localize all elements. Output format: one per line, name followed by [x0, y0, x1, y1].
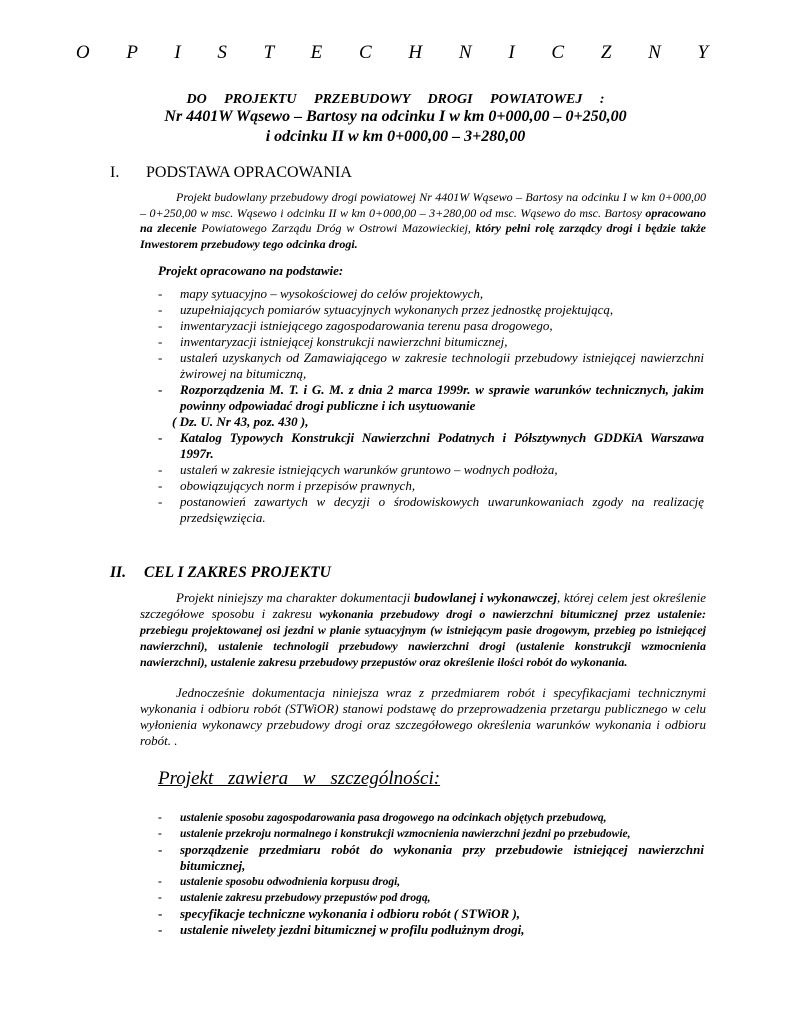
list-item: - sporządzenie przedmiaru robót do wykonania przy przebudowie istniejącej nawierzchni bitumicznej, — [158, 842, 704, 874]
section-2-heading — [110, 564, 331, 582]
list-item: - ustalenie niwelety jezdni bitumicznej w profilu podłużnym drogi, — [158, 922, 704, 938]
list-item: ( Dz. U. Nr 43, poz. 430 ), — [172, 414, 309, 429]
list-item: - ustaleń w zakresie istniejących warunków gruntowo – wodnych podłoża, — [158, 462, 704, 478]
subtitle-line-3: i odcinku II w km 0+000,00 – 3+280,00 — [265, 128, 526, 145]
document-title: O P I S T E C H N I C Z N Y — [75, 42, 716, 63]
section-2-paragraph-2: Jednocześnie dokumentacja niniejsza wraz z przedmiarem robót i specyfikacjami technicznymi wykonania i odbioru robót (STWiOR) stanowi podstawę do przeprowadzenia przetargu publicznego w celu wyłonienia wykonawcy przebudowy drogi oraz szczegółowego określenia warunków wykonania i odbioru robót. . — [140, 685, 706, 748]
section-3-heading: Projekt zawiera w szczególności: — [158, 768, 441, 789]
list-item: - ustaleń uzyskanych od Zamawiającego w zakresie technologii przebudowy istniejącej nawierzchni żwirowej na bitumiczną, — [158, 350, 704, 382]
section-1-title: PODSTAWA OPRACOWANIA — [146, 164, 352, 181]
list-item: - ustalenie zakresu przebudowy przepustów pod drogą, — [158, 890, 704, 906]
list-item: - mapy sytuacyjno – wysokościowej do celów projektowych, — [158, 286, 704, 302]
basis-list — [158, 286, 704, 526]
section-1-number: I. — [110, 164, 120, 181]
list-item: - ustalenie sposobu odwodnienia korpusu drogi, — [158, 874, 704, 890]
list-item: - obowiązujących norm i przepisów prawnych, — [158, 478, 704, 494]
list-item: - Rozporządzenia M. T. i G. M. z dnia 2 marca 1999r. w sprawie warunków technicznych, jakim powinny odpowiadać drogi publiczne i ich usytuowanie — [158, 382, 704, 414]
section-2-title: CEL I ZAKRES PROJEKTU — [144, 564, 331, 581]
para-text: Projekt niniejszy ma charakter dokumentacji — [176, 590, 414, 605]
para-text-bold: który pełni rolę zarządcy drogi i będzie także Inwestorem przebudowy tego odcinka drogi. — [140, 221, 706, 251]
section-1-heading — [110, 164, 352, 182]
section-2-number: II. — [110, 564, 126, 581]
list-item: - inwentaryzacji istniejącej konstrukcji nawierzchni bitumicznej, — [158, 334, 704, 350]
subtitle-line-2: Nr 4401W Wąsewo – Bartosy na odcinku I w km 0+000,00 – 0+250,00 — [164, 108, 627, 125]
para-text: , której celem jest określenie szczegółowe sposobu i zakresu — [140, 590, 706, 621]
section-1-lead: Projekt opracowano na podstawie: — [158, 263, 344, 278]
section-1-paragraph — [140, 190, 706, 252]
scope-list — [158, 810, 704, 938]
list-item: - inwentaryzacji istniejącego zagospodarowania terenu pasa drogowego, — [158, 318, 704, 334]
para-text-bold: budowlanej i wykonawczej — [413, 590, 558, 605]
list-item: - ustalenie sposobu zagospodarowania pasa drogowego na odcinkach objętych przebudową, — [158, 810, 704, 826]
list-item: - Katalog Typowych Konstrukcji Nawierzchni Podatnych i Półsztywnych GDDKiA Warszawa 1997r. — [158, 430, 704, 462]
para-text: Projekt budowlany przebudowy drogi powiatowej Nr 4401W Wąsewo – Bartosy na odcinku I w km 0+000,00 – 0+250,00 w msc. Wąsewo i odcinku II w km 0+000,00 – 3+280,00 od msc. Wąsewo do msc. Bartosy — [140, 190, 706, 220]
list-item: - specyfikacje techniczne wykonania i odbioru robót ( STWiOR ), — [158, 906, 704, 922]
section-2-paragraph-1 — [140, 590, 706, 670]
para-text-bold: opracowano na zlecenie — [140, 205, 706, 235]
list-item: - ustalenie przekroju normalnego i konstrukcji wzmocnienia nawierzchni jezdni po przebudowie, — [158, 826, 704, 842]
list-item: - uzupełniających pomiarów sytuacyjnych wykonanych przez jednostkę projektującą, — [158, 302, 704, 318]
subtitle-line-1: DO PROJEKTU PRZEBUDOWY DROGI POWIATOWEJ : — [186, 92, 605, 107]
para-text-bold: wykonania przebudowy drogi o nawierzchni bitumicznej przez ustalenie: przebiegu projektowanej osi jezdni w planie sytuacyjnym (w istniejącym pasie drogowym, przebieg po istniejącej nawierzchni), ustalenie technologii przebudowy nawierzchni drogi (ustalenie konstrukcji wzmocnienia nawierzchni), ustalenie zakresu przebudowy przepustów oraz określenie ilości robót do wykonania. — [140, 607, 706, 669]
para-text: Powiatowego Zarządu Dróg w Ostrowi Mazowieckiej, — [196, 221, 476, 235]
list-item: - postanowień zawartych w decyzji o środowiskowych uwarunkowaniach zgody na realizację przedsięwzięcia. — [158, 494, 704, 526]
